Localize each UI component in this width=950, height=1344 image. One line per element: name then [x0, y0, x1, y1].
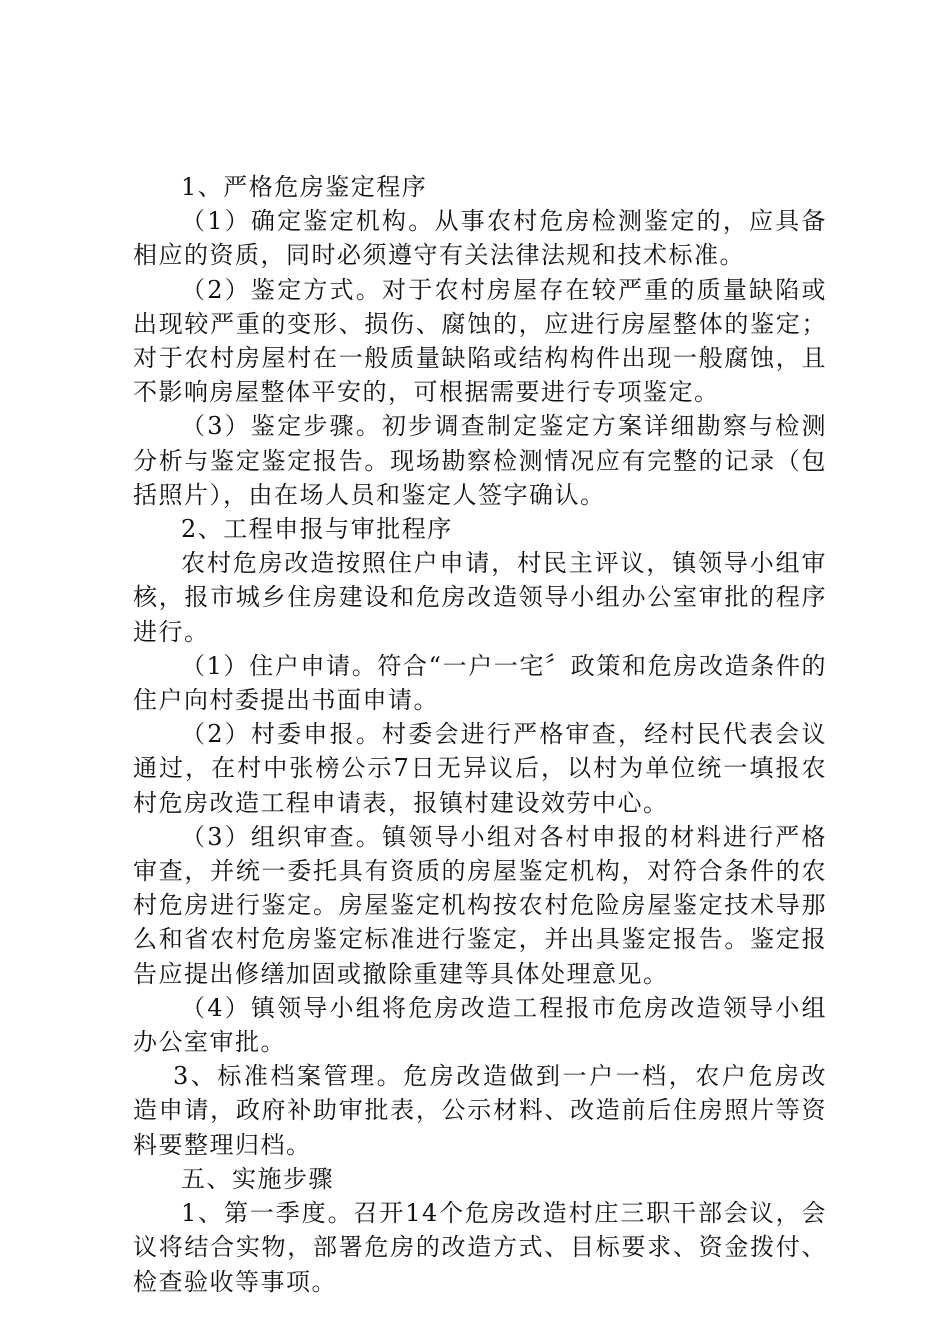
- paragraph-resident-application: （1）住户申请。符合“一户一宅〞政策和危房改造条件的住户向村委提出书面申请。: [133, 651, 827, 715]
- paragraph-appraisal-institution: （1）确定鉴定机构。从事农村危房检测鉴定的，应具备相应的资质，同时必须遵守有关法律法规和技术标准。: [133, 207, 827, 270]
- paragraph-town-group-approval: （4）镇领导小组将危房改造工程报市危房改造领导小组办公室审批。: [133, 993, 827, 1057]
- paragraph-archive-management: 3、标准档案管理。危房改造做到一户一档，农户危房改造申请，政府补助审批表，公示材料、改造前后住房照片等资料要整理归档。: [133, 1062, 827, 1159]
- paragraph-application-overview: 农村危房改造按照住户申请，村民主评议，镇领导小组审核，报市城乡住房建设和危房改造领导小组办公室审批的程序进行。: [133, 549, 827, 646]
- paragraph-village-committee-report: （2）村委申报。村委会进行严格审查，经村民代表会议通过，在村中张榜公示7日无异议后，以村为单位统一填报农村危房改造工程申请表，报镇村建设效劳中心。: [133, 720, 827, 817]
- paragraph-appraisal-steps: （3）鉴定步骤。初步调查制定鉴定方案详细勘察与检测分析与鉴定鉴定报告。现场勘察检测情况应有完整的记录（包括照片），由在场人员和鉴定人签字确认。: [133, 412, 827, 509]
- section-heading-implementation-steps: 五、实施步骤: [181, 1164, 334, 1193]
- paragraph-appraisal-method: （2）鉴定方式。对于农村房屋存在较严重的质量缺陷或出现较严重的变形、损伤、腐蚀的，应进行房屋整体的鉴定；对于农村房屋村在一般质量缺陷或结构构件出现一般腐蚀，且不影响房屋整体平安的，可根据需要进行专项鉴定。: [133, 275, 827, 407]
- section-heading-application-approval: 2、工程申报与审批程序: [181, 515, 453, 544]
- paragraph-first-quarter: 1、第一季度。召开14个危房改造村庄三职干部会议，会议将结合实物，部署危房的改造方式、目标要求、资金拨付、检查验收等事项。: [133, 1199, 827, 1296]
- document-body: [133, 170, 827, 1299]
- section-heading-appraisal-procedure: 1、严格危房鉴定程序: [181, 173, 428, 201]
- paragraph-organize-review: （3）组织审查。镇领导小组对各村申报的材料进行严格审查，并统一委托具有资质的房屋鉴定机构，对符合条件的农村危房进行鉴定。房屋鉴定机构按农村危险房屋鉴定技术导那么和省农村危房鉴定标准进行鉴定，并出具鉴定报告。鉴定报告应提出修缮加固或撤除重建等具体处理意见。: [133, 822, 827, 988]
